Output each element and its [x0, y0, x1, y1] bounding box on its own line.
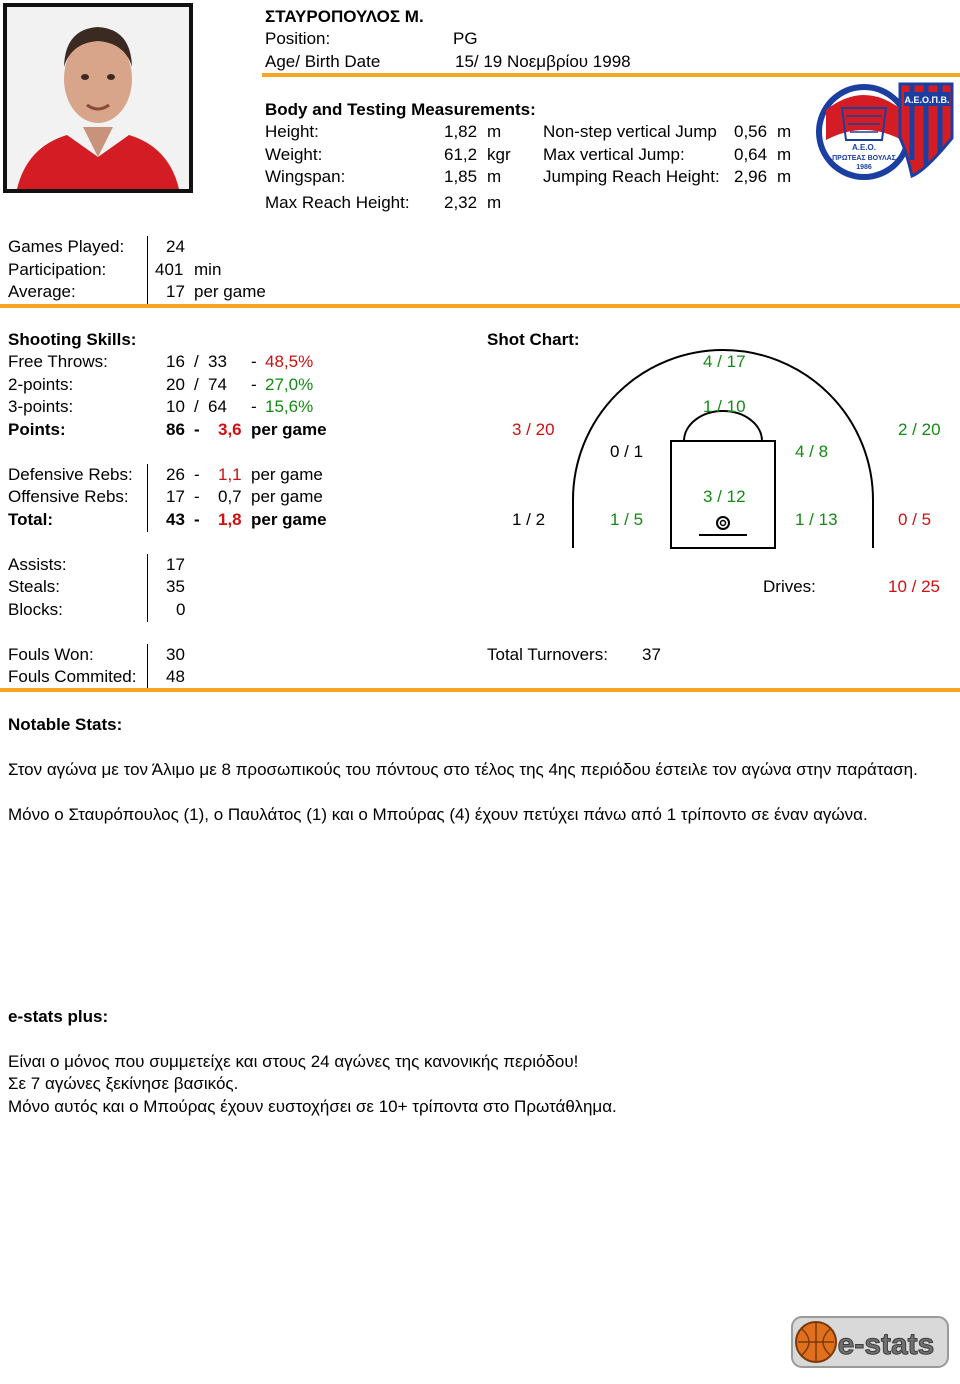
weight-unit: kgr — [487, 145, 511, 164]
chart-left-baseline: 1 / 5 — [610, 510, 644, 529]
max-reach-unit: m — [487, 193, 502, 212]
defensive-rebs-label: Defensive Rebs: — [8, 465, 133, 484]
total-rebs-total: 43 — [166, 510, 185, 529]
two-points-pct: 27,0% — [265, 375, 314, 394]
measurements-title: Body and Testing Measurements: — [265, 100, 536, 119]
fouls-committed-value: 48 — [166, 667, 185, 686]
weight-label: Weight: — [265, 145, 323, 164]
points-label: Points: — [8, 420, 66, 439]
games-played-value: 24 — [166, 237, 185, 256]
height-unit: m — [487, 122, 502, 141]
age-birth-value: 15/ 19 Νοεμβρίου 1998 — [455, 52, 631, 71]
estats-logo — [790, 1313, 950, 1371]
defensive-rebs-per-game: 1,1 — [218, 465, 242, 484]
participation-label: Participation: — [8, 260, 107, 279]
free-throws-slash: / — [194, 352, 199, 371]
offensive-rebs-label: Offensive Rebs: — [8, 487, 129, 506]
offensive-rebs-total: 17 — [166, 487, 185, 506]
court-diagram — [0, 0, 960, 560]
total-rebs-label: Total: — [8, 510, 54, 529]
hoop-icon — [717, 517, 729, 529]
estats-line-3: Μόνο αυτός και ο Μπούρας έχουν ευστοχήσει σε 10+ τρίποντα στο Πρωτάθλημα. — [8, 1097, 617, 1116]
chart-top-key-three: 1 / 10 — [703, 397, 746, 416]
fouls-won-value: 30 — [166, 645, 185, 664]
total-rebs-per-game: 1,8 — [218, 510, 242, 529]
two-points-att: 74 — [208, 375, 227, 394]
chart-free-throw: 4 / 17 — [703, 352, 746, 371]
participation-unit: min — [194, 260, 222, 279]
max-reach-label: Max Reach Height: — [265, 193, 410, 212]
estats-line-1: Είναι ο μόνος που συμμετείχε και στους 24 αγώνες της κανονικής περιόδου! — [8, 1052, 579, 1071]
free-throws-dash: - — [251, 352, 257, 371]
two-points-slash: / — [194, 375, 199, 394]
hoop-inner-icon — [721, 521, 726, 526]
points-total: 86 — [166, 420, 185, 439]
average-unit: per game — [194, 282, 266, 301]
position-label: Position: — [265, 29, 331, 48]
two-points-made: 20 — [166, 375, 185, 394]
estats-logo-text: e-stats — [837, 1328, 935, 1361]
estats-line-2: Σε 7 αγώνες ξεκίνησε βασικός. — [8, 1074, 239, 1093]
chart-right-baseline: 1 / 13 — [795, 510, 838, 529]
three-points-label: 3-points: — [8, 397, 74, 416]
blocks-value: 0 — [176, 600, 186, 619]
games-played-label: Games Played: — [8, 237, 125, 256]
steals-value: 35 — [166, 577, 185, 596]
wingspan-value: 1,85 — [444, 167, 478, 186]
three-points-dash: - — [251, 397, 257, 416]
chart-left-wing-three: 3 / 20 — [512, 420, 555, 439]
weight-value: 61,2 — [444, 145, 478, 164]
logo-top-text: Α.Ε.Ο.Π.Β. — [904, 95, 950, 105]
max-vertical-label: Max vertical Jump: — [543, 145, 685, 164]
logo-bottom-text-2: ΠΡΩΤΕΑΣ ΒΟΥΛΑΣ — [832, 155, 896, 162]
position-value: PG — [453, 29, 478, 48]
max-vertical-unit: m — [777, 145, 792, 164]
assists-label: Assists: — [8, 555, 67, 574]
wingspan-unit: m — [487, 167, 502, 186]
chart-paint: 3 / 12 — [703, 487, 746, 506]
free-throws-pct: 48,5% — [265, 352, 314, 371]
free-throws-label: Free Throws: — [8, 352, 108, 371]
two-points-label: 2-points: — [8, 375, 74, 394]
points-dash: - — [194, 420, 200, 439]
section-divider-2 — [0, 688, 960, 692]
height-value: 1,82 — [444, 122, 478, 141]
nonstep-jump-label: Non-step vertical Jump — [543, 122, 717, 141]
fouls-committed-label: Fouls Commited: — [8, 667, 137, 686]
free-throws-made: 16 — [166, 352, 185, 371]
misc-divider — [147, 554, 148, 622]
logo-bottom-text-1: Α.Ε.Ο. — [851, 143, 877, 152]
notable-title: Notable Stats: — [8, 715, 123, 734]
nonstep-jump-unit: m — [777, 122, 792, 141]
notable-line-1: Στον αγώνα με τον Άλιμο με 8 προσωπικούς του πόντους στο τέλος της 4ης περιόδου έστειλε τον αγώνα στην παράταση. — [8, 760, 918, 779]
age-birth-label: Age/ Birth Date — [265, 52, 381, 71]
wingspan-label: Wingspan: — [265, 167, 346, 186]
chart-right-corner: 0 / 5 — [898, 510, 932, 529]
logo-year-text: 1986 — [856, 164, 872, 171]
points-unit: per game — [251, 420, 327, 439]
three-points-att: 64 — [208, 397, 227, 416]
estats-brand-icon — [790, 1313, 950, 1371]
points-per-game: 3,6 — [218, 420, 242, 439]
shooting-title: Shooting Skills: — [8, 330, 137, 349]
shot-chart-title: Shot Chart: — [487, 330, 580, 349]
steals-label: Steals: — [8, 577, 60, 596]
fouls-won-label: Fouls Won: — [8, 645, 94, 664]
drives-label: Drives: — [763, 577, 816, 596]
fouls-divider — [147, 644, 148, 688]
estats-title: e-stats plus: — [8, 1007, 109, 1026]
nonstep-jump-value: 0,56 — [734, 122, 768, 141]
notable-line-2: Μόνο ο Σταυρόπουλος (1), ο Παυλάτος (1) και ο Μπούρας (4) έχουν πετύχει πάνω από 1 τρίποντο σε έναν αγώνα. — [8, 805, 868, 824]
offensive-rebs-unit: per game — [251, 487, 323, 506]
player-name: ΣΤΑΥΡΟΠΟΥΛΟΣ Μ. — [265, 7, 424, 26]
total-rebs-dash: - — [194, 510, 200, 529]
total-rebs-unit: per game — [251, 510, 327, 529]
blocks-label: Blocks: — [8, 600, 63, 619]
two-points-dash: - — [251, 375, 257, 394]
three-points-pct: 15,6% — [265, 397, 314, 416]
free-throws-att: 33 — [208, 352, 227, 371]
three-points-made: 10 — [166, 397, 185, 416]
turnovers-label: Total Turnovers: — [487, 645, 608, 664]
height-label: Height: — [265, 122, 319, 141]
drives-value: 10 / 25 — [888, 577, 940, 596]
assists-value: 17 — [166, 555, 185, 574]
chart-left-elbow: 0 / 1 — [610, 442, 644, 461]
average-label: Average: — [8, 282, 76, 301]
average-value: 17 — [166, 282, 185, 301]
jumping-reach-label: Jumping Reach Height: — [543, 167, 720, 186]
three-points-slash: / — [194, 397, 199, 416]
participation-value: 401 — [155, 260, 184, 279]
defensive-rebs-total: 26 — [166, 465, 185, 484]
turnovers-value: 37 — [642, 645, 661, 664]
jumping-reach-unit: m — [777, 167, 792, 186]
defensive-rebs-unit: per game — [251, 465, 323, 484]
chart-right-corner-top: 2 / 20 — [898, 420, 941, 439]
offensive-rebs-per-game: 0,7 — [218, 487, 242, 506]
max-vertical-value: 0,64 — [734, 145, 768, 164]
chart-left-corner: 1 / 2 — [512, 510, 546, 529]
defensive-rebs-dash: - — [194, 465, 200, 484]
max-reach-value: 2,32 — [444, 193, 478, 212]
chart-right-elbow: 4 / 8 — [795, 442, 829, 461]
offensive-rebs-dash: - — [194, 487, 200, 506]
jumping-reach-value: 2,96 — [734, 167, 768, 186]
